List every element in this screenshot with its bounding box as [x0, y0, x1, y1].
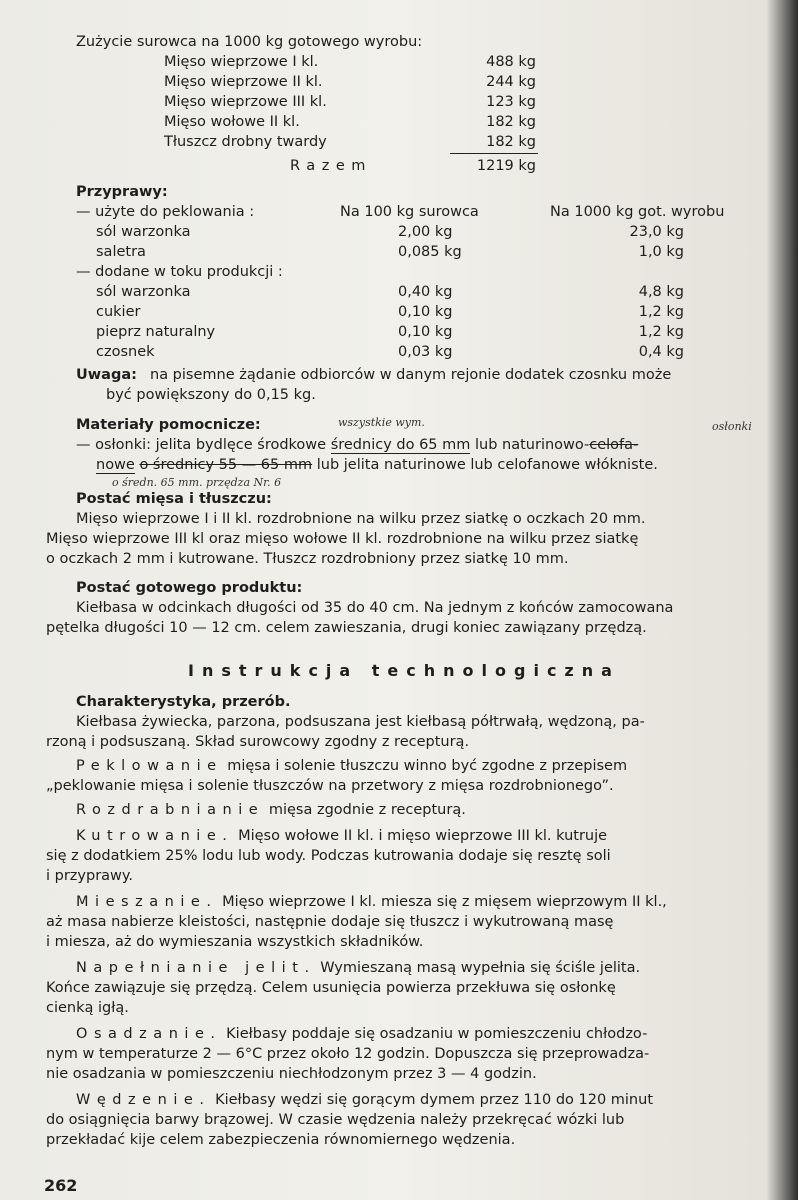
form-heading: Postać mięsa i tłuszczu: [76, 491, 272, 507]
para-text: Kiełbasy wędzi się gorącym dymem przez 110 do 120 minut [215, 1092, 654, 1108]
product-heading: Postać gotowego produktu: [76, 580, 303, 596]
para-line [76, 1091, 653, 1110]
spice-name: pieprz naturalny [96, 324, 216, 340]
para-key: Mieszanie. [76, 894, 218, 910]
sum-rule [450, 153, 538, 154]
para-text: Mięso wołowe II kl. i mięso wieprzowe III kl. kutruje [238, 828, 608, 844]
note-line: na pisemne żądanie odbiorców w danym rejonie dodatek czosnku może [150, 367, 672, 383]
para-line [76, 827, 607, 846]
para-line [76, 959, 640, 978]
para-line: Końce zawiązuje się przędzą. Celem usunięcia powierza przekłuwa się osłonkę [46, 980, 616, 996]
spice-per1000: 0,4 kg [638, 344, 684, 360]
aux-struck-text: o średnicy 55 — 65 mm [139, 457, 313, 473]
raw-total-label: Razem [290, 158, 372, 174]
para-line: do osiągnięcia barwy brązowej. W czasie wędzenia należy przekręcać wózki lub [46, 1112, 625, 1128]
raw-item-name: Mięso wieprzowe III kl. [164, 94, 327, 110]
note-label: Uwaga: [76, 367, 137, 383]
handwritten-note: o średn. 65 mm. przędza Nr. 6 [112, 476, 282, 489]
para-key: Osadzanie. [76, 1026, 222, 1042]
para-line: przekładać kije celem zabezpieczenia równomiernego wędzenia. [46, 1132, 516, 1148]
spice-per100: 2,00 kg [398, 224, 453, 240]
raw-item-qty: 488 kg [486, 54, 536, 70]
product-line: Kiełbasa w odcinkach długości od 35 do 40 cm. Na jednym z końców zamocowana [76, 600, 674, 616]
char-line: rzoną i podsuszaną. Skład surowcowy zgodny z recepturą. [46, 734, 470, 750]
para-text: Mięso wieprzowe I kl. miesza się z mięsem wieprzowym II kl., [222, 894, 667, 910]
raw-item-qty: 182 kg [486, 114, 536, 130]
handwritten-note: wszystkie wym. [338, 416, 425, 429]
raw-heading: Zużycie surowca na 1000 kg gotowego wyrobu: [76, 34, 423, 50]
para-key: Napełnianie jelit. [76, 960, 316, 976]
spice-name: sól warzonka [96, 284, 191, 300]
raw-item-qty: 244 kg [486, 74, 536, 90]
para-text: mięsa zgodnie z recepturą. [268, 802, 466, 818]
product-line: pętelka długości 10 — 12 cm. celem zawieszania, drugi koniec zawiązany przędzą. [46, 620, 647, 636]
aux-struck-text: celofa- [589, 437, 639, 453]
para-key: Kutrowanie. [76, 828, 234, 844]
spice-per1000: 4,8 kg [638, 284, 684, 300]
form-line: Mięso wieprzowe III kl oraz mięso wołowe II kl. rozdrobnione na wilku przez siatkę [46, 531, 639, 547]
para-line: aż masa nabierze kleistości, następnie dodaje się tłuszcz i wykutrowaną masę [46, 914, 614, 930]
raw-total-qty: 1219 kg [476, 158, 536, 174]
char-line: Kiełbasa żywiecka, parzona, podsuszana jest kiełbasą półtrwałą, wędzoną, pa- [76, 714, 645, 730]
para-key: Rozdrabnianie [76, 802, 265, 818]
aux-underlined-text: średnicy do 65 mm [330, 437, 471, 453]
para-line [76, 801, 466, 820]
spices-col2-header: Na 1000 kg got. wyrobu [550, 204, 725, 220]
spice-name: cukier [96, 304, 141, 320]
page-number: 262 [44, 1176, 78, 1195]
para-line: i przyprawy. [46, 868, 134, 884]
spice-per1000: 1,2 kg [638, 304, 684, 320]
aux-heading: Materiały pomocnicze: [76, 417, 261, 433]
spice-name: czosnek [96, 344, 155, 360]
section-title: Instrukcja technologiczna [188, 661, 620, 680]
para-line [76, 1025, 647, 1044]
spices-used-label: — użyte do peklowania : [76, 204, 255, 220]
aux-text: lub naturinowo- [475, 437, 590, 453]
para-line: nie osadzania w pomieszczeniu niechłodzonym przez 3 — 4 godzin. [46, 1066, 537, 1082]
aux-text: — osłonki: jelita bydlęce środkowe [76, 437, 327, 453]
spice-per100: 0,03 kg [398, 344, 453, 360]
aux-text: lub jelita naturinowe lub celofanowe włókniste. [316, 457, 658, 473]
spices-heading: Przyprawy: [76, 184, 168, 200]
para-line [76, 893, 667, 912]
char-heading: Charakterystyka, przerób. [76, 694, 291, 710]
spices-col1-header: Na 100 kg surowca [340, 204, 479, 220]
para-line: się z dodatkiem 25% lodu lub wody. Podczas kutrowania dodaje się resztę soli [46, 848, 611, 864]
spice-per1000: 1,0 kg [638, 244, 684, 260]
handwritten-note: osłonki [712, 420, 752, 433]
raw-item-name: Tłuszcz drobny twardy [164, 134, 327, 150]
raw-item-name: Mięso wieprzowe II kl. [164, 74, 323, 90]
para-line: nym w temperaturze 2 — 6°C przez około 12 godzin. Dopuszcza się przeprowadza- [46, 1046, 650, 1062]
para-text: Kiełbasy poddaje się osadzaniu w pomieszczeniu chłodzo- [226, 1026, 648, 1042]
spice-per100: 0,10 kg [398, 324, 453, 340]
para-text: Wymieszaną masą wypełnia się ściśle jelita. [320, 960, 641, 976]
spice-per100: 0,10 kg [398, 304, 453, 320]
spice-per1000: 23,0 kg [629, 224, 684, 240]
raw-item-name: Mięso wieprzowe I kl. [164, 54, 319, 70]
para-key: Peklowanie [76, 758, 223, 774]
form-line: o oczkach 2 mm i kutrowane. Tłuszcz rozdrobniony przez siatkę 10 mm. [46, 551, 569, 567]
para-line [76, 757, 627, 776]
aux-underlined-text: nowe [96, 457, 135, 473]
raw-item-qty: 182 kg [486, 134, 536, 150]
para-line: cienką igłą. [46, 1000, 129, 1016]
aux-line [76, 436, 638, 455]
raw-item-qty: 123 kg [486, 94, 536, 110]
para-text: mięsa i solenie tłuszczu winno być zgodne z przepisem [227, 758, 628, 774]
note-line: być powiększony do 0,15 kg. [106, 387, 316, 403]
raw-item-name: Mięso wołowe II kl. [164, 114, 300, 130]
spice-per100: 0,085 kg [398, 244, 462, 260]
spice-per1000: 1,2 kg [638, 324, 684, 340]
spice-name: sól warzonka [96, 224, 191, 240]
form-line: Mięso wieprzowe I i II kl. rozdrobnione na wilku przez siatkę o oczkach 20 mm. [76, 511, 646, 527]
para-line: i miesza, aż do wymieszania wszystkich składników. [46, 934, 424, 950]
para-line: „peklowanie mięsa i solenie tłuszczów na przetwory z mięsa rozdrobnionego”. [46, 778, 614, 794]
spice-per100: 0,40 kg [398, 284, 453, 300]
spice-name: saletra [96, 244, 146, 260]
para-key: Wędzenie. [76, 1092, 211, 1108]
spices-added-label: — dodane w toku produkcji : [76, 264, 283, 280]
